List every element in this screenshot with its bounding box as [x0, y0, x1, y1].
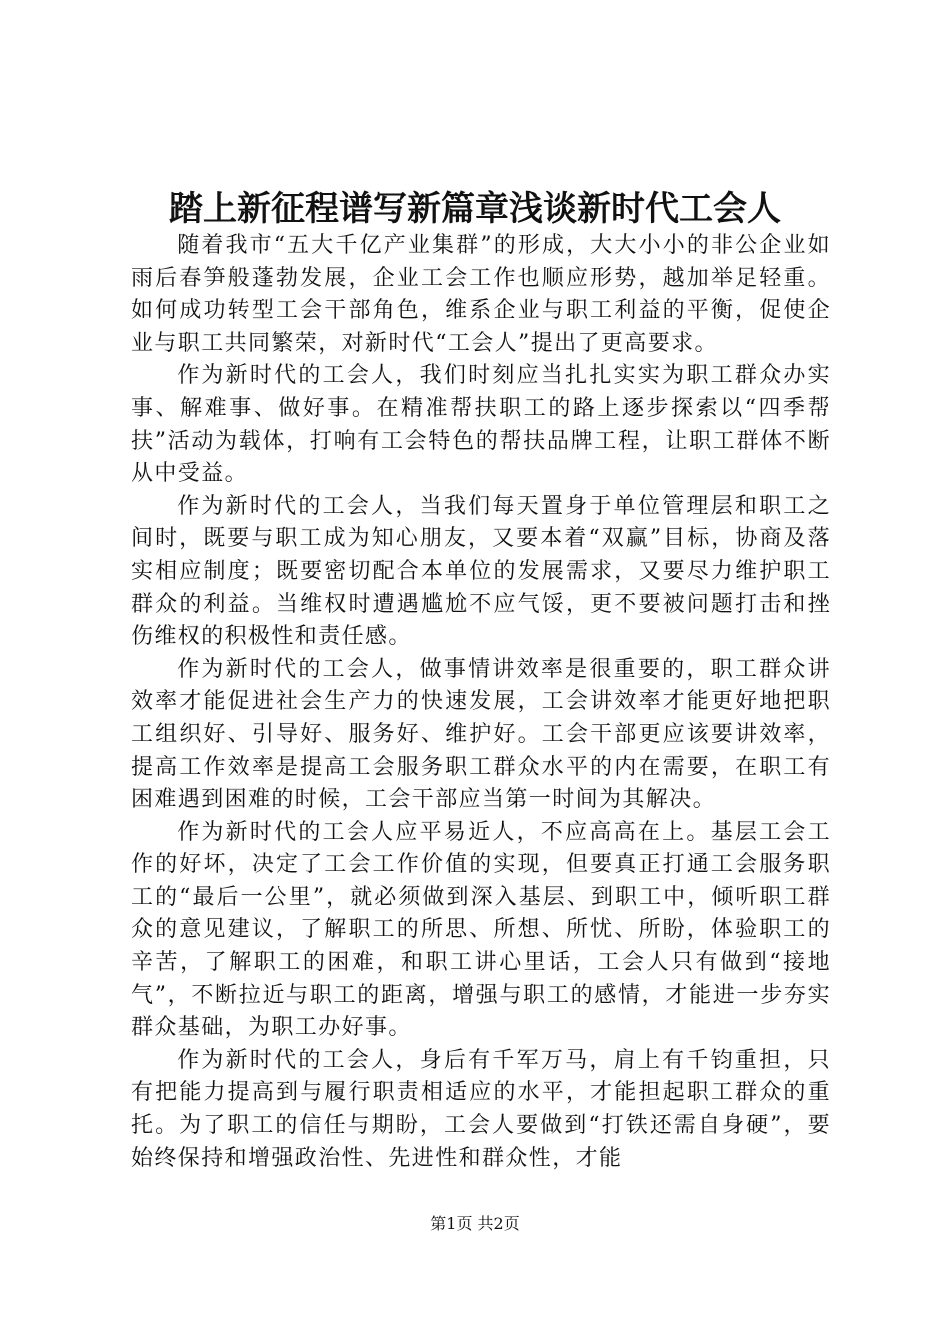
document-body: [131, 230, 831, 1175]
paragraph: 作为新时代的工会人，我们时刻应当扎扎实实为职工群众办实事、解难事、做好事。在精准帮扶职工的路上逐步探索以“四季帮扶”活动为载体，打响有工会特色的帮扶品牌工程，让职工群体不断从中受益。: [131, 363, 831, 487]
paragraph: 作为新时代的工会人应平易近人，不应高高在上。基层工会工作的好坏，决定了工会工作价值的实现，但要真正打通工会服务职工的“最后一公里”，就必须做到深入基层、到职工中，倾听职工群众的意见建议，了解职工的所思、所想、所忧、所盼，体验职工的辛苦，了解职工的困难，和职工讲心里话，工会人只有做到“接地气”，不断拉近与职工的距离，增强与职工的感情，才能进一步夯实群众基础，为职工办好事。: [131, 819, 831, 1041]
paragraph: 作为新时代的工会人，做事情讲效率是很重要的，职工群众讲效率才能促进社会生产力的快速发展，工会讲效率才能更好地把职工组织好、引导好、服务好、维护好。工会干部更应该要讲效率，提高工作效率是提高工会服务职工群众水平的内在需要，在职工有困难遇到困难的时候，工会干部应当第一时间为其解决。: [131, 656, 831, 813]
paragraph: 作为新时代的工会人，身后有千军万马，肩上有千钧重担，只有把能力提高到与履行职责相适应的水平，才能担起职工群众的重托。为了职工的信任与期盼，工会人要做到“打铁还需自身硬”，要始终保持和增强政治性、先进性和群众性，才能: [131, 1047, 831, 1171]
paragraph: 作为新时代的工会人，当我们每天置身于单位管理层和职工之间时，既要与职工成为知心朋友，又要本着“双赢”目标，协商及落实相应制度；既要密切配合本单位的发展需求，又要尽力维护职工群众的利益。当维权时遭遇尴尬不应气馁，更不要被问题打击和挫伤维权的积极性和责任感。: [131, 493, 831, 650]
paragraph: 随着我市“五大千亿产业集群”的形成，大大小小的非公企业如雨后春笋般蓬勃发展，企业工会工作也顺应形势，越加举足轻重。如何成功转型工会干部角色，维系企业与职工利益的平衡，促使企业与职工共同繁荣，对新时代“工会人”提出了更高要求。: [131, 233, 831, 356]
document-title: 踏上新征程谱写新篇章浅谈新时代工会人: [169, 189, 781, 229]
page-number-footer: 第1页 共2页: [430, 1214, 520, 1233]
